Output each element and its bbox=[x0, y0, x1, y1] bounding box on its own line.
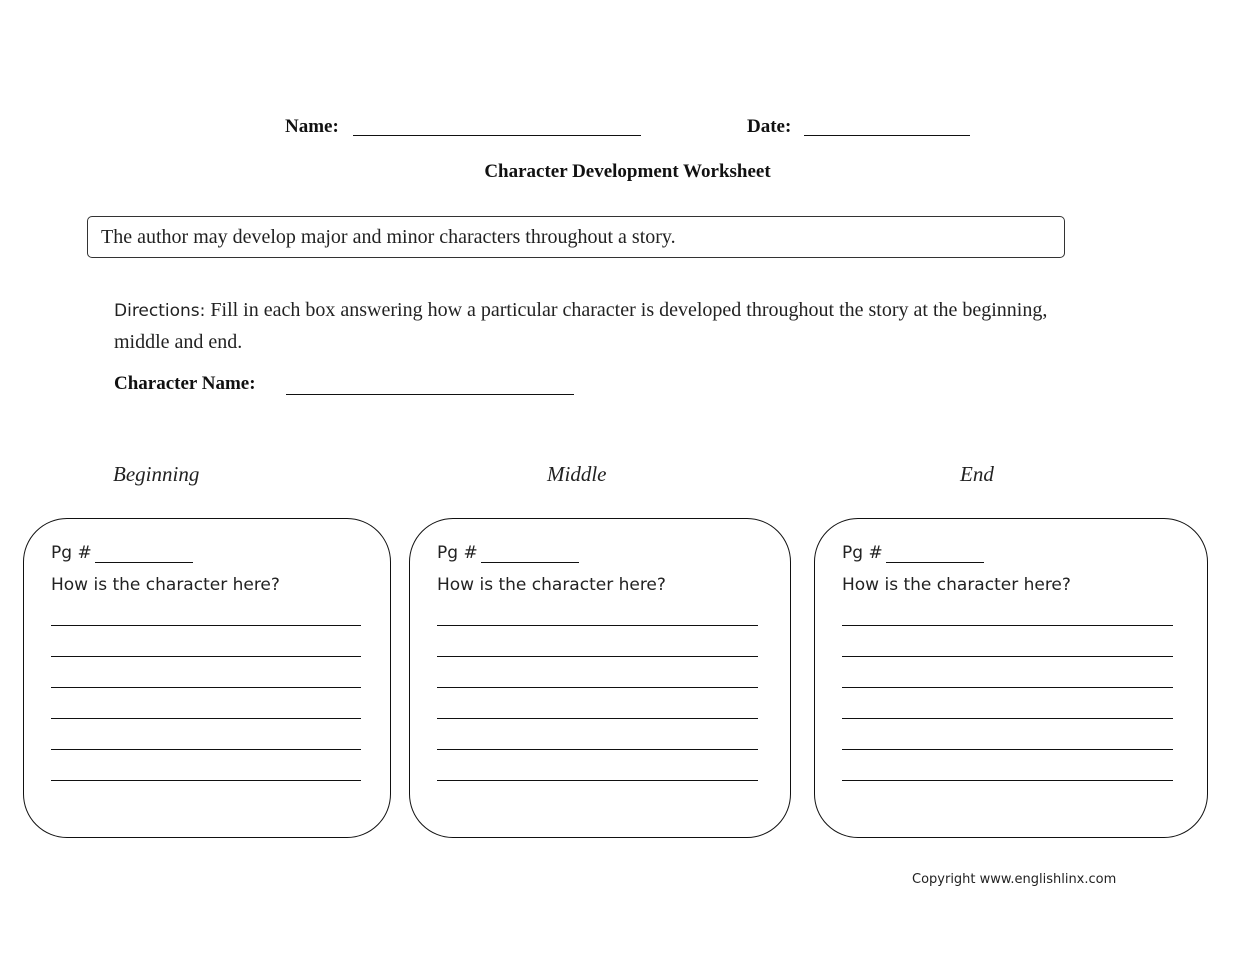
writing-line[interactable] bbox=[51, 687, 361, 688]
directions bbox=[114, 295, 1074, 358]
date-label: Date: bbox=[747, 116, 792, 137]
writing-line[interactable] bbox=[51, 780, 361, 781]
card-end bbox=[814, 518, 1208, 838]
heading-beginning: Beginning bbox=[113, 462, 200, 486]
directions-text: Fill in each box answering how a particular character is developed throughout the story at the beginning, middle and end. bbox=[114, 299, 1048, 353]
writing-line[interactable] bbox=[437, 780, 758, 781]
character-question: How is the character here? bbox=[842, 575, 1071, 595]
character-name-label: Character Name: bbox=[114, 373, 256, 394]
intro-text: The author may develop major and minor characters throughout a story. bbox=[101, 226, 676, 248]
writing-line[interactable] bbox=[51, 625, 361, 626]
heading-end: End bbox=[960, 462, 994, 486]
directions-label: Directions: bbox=[114, 301, 206, 321]
intro-box bbox=[87, 216, 1065, 258]
writing-line[interactable] bbox=[842, 656, 1173, 657]
writing-line[interactable] bbox=[842, 687, 1173, 688]
character-question: How is the character here? bbox=[437, 575, 666, 595]
page-number-label: Pg # bbox=[437, 543, 478, 563]
character-name-input-line[interactable] bbox=[286, 394, 574, 395]
worksheet-title: Character Development Worksheet bbox=[484, 161, 771, 182]
writing-line[interactable] bbox=[437, 718, 758, 719]
heading-middle: Middle bbox=[547, 462, 607, 486]
page-number-input-line[interactable] bbox=[886, 562, 984, 563]
writing-line[interactable] bbox=[51, 718, 361, 719]
page-number-input-line[interactable] bbox=[481, 562, 579, 563]
name-input-line[interactable] bbox=[353, 135, 641, 136]
writing-line[interactable] bbox=[842, 749, 1173, 750]
writing-line[interactable] bbox=[437, 687, 758, 688]
copyright-text: Copyright www.englishlinx.com bbox=[912, 872, 1117, 887]
writing-line[interactable] bbox=[437, 749, 758, 750]
writing-line[interactable] bbox=[842, 625, 1173, 626]
page-number-label: Pg # bbox=[842, 543, 883, 563]
writing-line[interactable] bbox=[842, 780, 1173, 781]
page-number-input-line[interactable] bbox=[95, 562, 193, 563]
writing-line[interactable] bbox=[437, 656, 758, 657]
character-question: How is the character here? bbox=[51, 575, 280, 595]
writing-line[interactable] bbox=[51, 656, 361, 657]
date-input-line[interactable] bbox=[804, 135, 970, 136]
writing-line[interactable] bbox=[437, 625, 758, 626]
card-middle bbox=[409, 518, 791, 838]
name-label: Name: bbox=[285, 116, 339, 137]
writing-line[interactable] bbox=[51, 749, 361, 750]
page-number-label: Pg # bbox=[51, 543, 92, 563]
card-beginning bbox=[23, 518, 391, 838]
writing-line[interactable] bbox=[842, 718, 1173, 719]
